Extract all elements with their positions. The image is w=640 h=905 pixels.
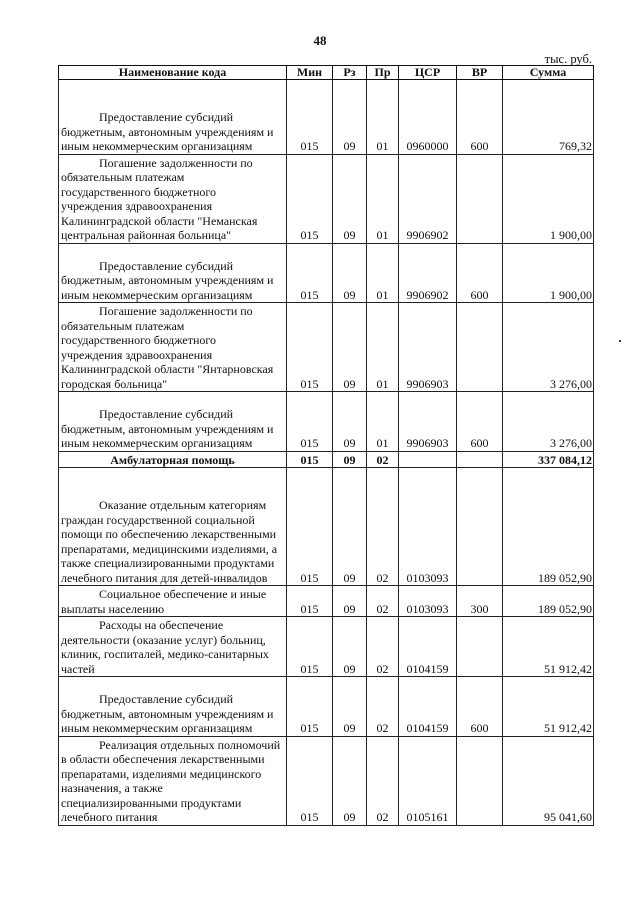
row-vr: 600 (457, 677, 503, 737)
row-rz: 09 (333, 468, 367, 586)
scan-mark (619, 340, 621, 342)
row-rz: 09 (333, 303, 367, 392)
row-name (59, 586, 287, 617)
row-vr (457, 736, 503, 825)
row-pr: 02 (367, 617, 399, 677)
row-rz: 09 (333, 617, 367, 677)
row-vr: 600 (457, 243, 503, 303)
row-pr: 02 (367, 586, 399, 617)
row-sum: 189 052,90 (503, 468, 594, 586)
row-name-text: Социальное обеспечение и иные выплаты населению (61, 587, 267, 616)
row-pr: 01 (367, 392, 399, 452)
row-sum: 95 041,60 (503, 736, 594, 825)
row-name-text: Оказание отдельным категориям граждан государственной социальной помощи по обеспечению лекарственными препаратами, медицинскими изделиями, а также специализированными продуктами лечебного питания для детей-инвалидов (61, 498, 278, 585)
header-pr: Пр (367, 66, 399, 80)
table-row (59, 736, 594, 825)
row-sum: 3 276,00 (503, 392, 594, 452)
row-csr: 0103093 (399, 586, 457, 617)
row-name (59, 392, 287, 452)
table-row (59, 468, 594, 586)
row-name (59, 303, 287, 392)
row-rz: 09 (333, 80, 367, 155)
row-min: 015 (287, 392, 333, 452)
row-vr: 600 (457, 80, 503, 155)
table-row (59, 677, 594, 737)
row-sum: 51 912,42 (503, 677, 594, 737)
row-name-text: Расходы на обеспечение деятельности (оказание услуг) больниц, клиник, госпиталей, медико-санитарных частей (61, 618, 269, 676)
row-min: 015 (287, 586, 333, 617)
row-sum: 1 900,00 (503, 243, 594, 303)
row-vr: 600 (457, 392, 503, 452)
row-pr: 01 (367, 154, 399, 243)
row-name (59, 243, 287, 303)
header-vr: ВР (457, 66, 503, 80)
row-vr (457, 451, 503, 468)
row-name (59, 677, 287, 737)
table-row (59, 303, 594, 392)
row-rz: 09 (333, 677, 367, 737)
row-name-text: Предоставление субсидий бюджетным, автономным учреждениям и иным некоммерческим организациям (61, 692, 274, 735)
row-csr: 9906903 (399, 303, 457, 392)
header-sum: Сумма (503, 66, 594, 80)
row-csr: 9906903 (399, 392, 457, 452)
row-min: 015 (287, 617, 333, 677)
table-row (59, 392, 594, 452)
units-label: тыс. руб. (544, 52, 592, 66)
row-min: 015 (287, 154, 333, 243)
row-name (59, 468, 287, 586)
table-row (59, 154, 594, 243)
row-name-text: Предоставление субсидий бюджетным, автономным учреждениям и иным некоммерческим организациям (61, 258, 274, 302)
row-name (59, 154, 287, 243)
row-name-text: Погашение задолженности по обязательным платежам государственного бюджетного учреждения здравоохранения Калининградской области "Янтарновская городская больница" (61, 304, 274, 391)
row-vr (457, 617, 503, 677)
table-header-row (59, 66, 594, 80)
row-pr: 02 (367, 468, 399, 586)
row-csr (399, 451, 457, 468)
row-csr: 0960000 (399, 80, 457, 155)
table-row (59, 586, 594, 617)
row-csr: 0105161 (399, 736, 457, 825)
row-name (59, 736, 287, 825)
table-row (59, 617, 594, 677)
row-min: 015 (287, 736, 333, 825)
header-name: Наименование кода (59, 66, 287, 80)
row-name (59, 617, 287, 677)
row-min: 015 (287, 677, 333, 737)
row-name-text: Погашение задолженности по обязательным платежам государственного бюджетного учреждения здравоохранения Калининградской области "Неманская центральная районная больница" (61, 155, 258, 242)
row-name-text: Предоставление субсидий бюджетным, автономным учреждениям и иным некоммерческим организациям (61, 407, 274, 450)
row-csr: 0104159 (399, 617, 457, 677)
row-pr: 02 (367, 451, 399, 468)
budget-table (58, 65, 594, 826)
row-min: 015 (287, 468, 333, 586)
row-pr: 01 (367, 243, 399, 303)
table-body (59, 80, 594, 826)
table-row (59, 243, 594, 303)
header-min: Мин (287, 66, 333, 80)
row-vr: 300 (457, 586, 503, 617)
row-rz: 09 (333, 154, 367, 243)
row-min: 015 (287, 303, 333, 392)
header-rz: Рз (333, 66, 367, 80)
row-vr (457, 303, 503, 392)
row-min: 015 (287, 451, 333, 468)
row-csr: 9906902 (399, 154, 457, 243)
row-csr: 9906902 (399, 243, 457, 303)
row-sum: 1 900,00 (503, 154, 594, 243)
row-pr: 01 (367, 80, 399, 155)
row-rz: 09 (333, 586, 367, 617)
row-pr: 02 (367, 677, 399, 737)
row-name (59, 451, 287, 468)
row-sum: 769,32 (503, 80, 594, 155)
row-rz: 09 (333, 392, 367, 452)
row-csr: 0103093 (399, 468, 457, 586)
row-sum: 3 276,00 (503, 303, 594, 392)
row-rz: 09 (333, 736, 367, 825)
row-pr: 02 (367, 736, 399, 825)
row-name-text: Предоставление субсидий бюджетным, автономным учреждениям и иным некоммерческим организациям (61, 110, 274, 153)
row-sum: 337 084,12 (503, 451, 594, 468)
row-rz: 09 (333, 451, 367, 468)
row-rz: 09 (333, 243, 367, 303)
table-row (59, 451, 594, 468)
row-name-text: Реализация отдельных полномочий в области обеспечения лекарственными препаратами, изделиями медицинского назначения, а также специализированными продуктами лечебного питания (61, 737, 281, 824)
table-row (59, 80, 594, 155)
row-csr: 0104159 (399, 677, 457, 737)
row-name-text: Амбулаторная помощь (110, 452, 235, 467)
row-vr (457, 154, 503, 243)
row-sum: 189 052,90 (503, 586, 594, 617)
row-min: 015 (287, 243, 333, 303)
row-name (59, 80, 287, 155)
row-pr: 01 (367, 303, 399, 392)
row-sum: 51 912,42 (503, 617, 594, 677)
page-number: 48 (313, 33, 327, 48)
header-csr: ЦСР (399, 66, 457, 80)
row-min: 015 (287, 80, 333, 155)
row-vr (457, 468, 503, 586)
